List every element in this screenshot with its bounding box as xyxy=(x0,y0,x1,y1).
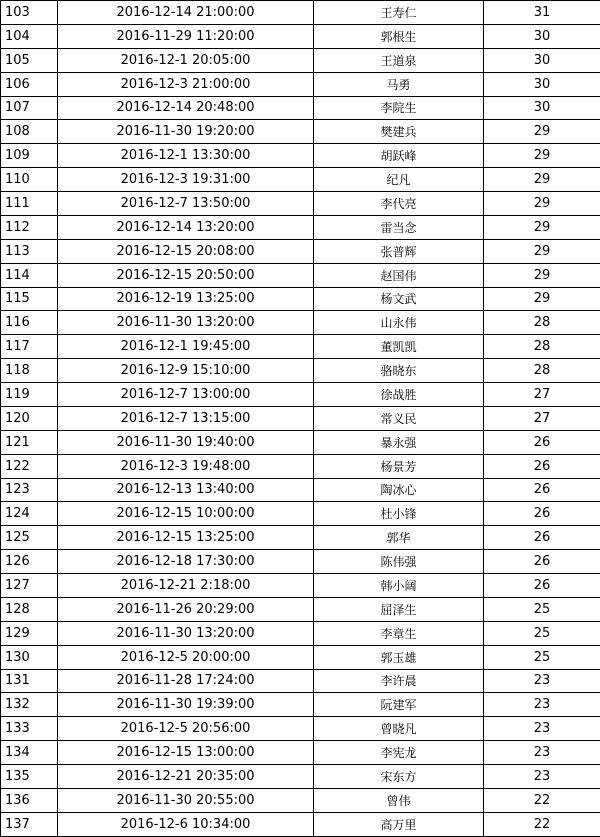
row-number: 126 xyxy=(1,550,58,574)
name-cell: 董凯凯 xyxy=(314,335,484,359)
row-number: 115 xyxy=(1,287,58,311)
row-number: 113 xyxy=(1,239,58,263)
row-number: 127 xyxy=(1,574,58,598)
row-number: 136 xyxy=(1,788,58,812)
table-row xyxy=(1,1,600,25)
datetime-cell: 2016-12-9 15:10:00 xyxy=(58,359,314,383)
count-cell: 27 xyxy=(484,406,600,430)
datetime-cell: 2016-12-14 21:00:00 xyxy=(58,1,314,25)
datetime-cell: 2016-12-15 13:25:00 xyxy=(58,526,314,550)
name-cell: 樊建兵 xyxy=(314,120,484,144)
name-cell: 高万里 xyxy=(314,812,484,836)
datetime-cell: 2016-11-26 20:29:00 xyxy=(58,597,314,621)
row-number: 133 xyxy=(1,717,58,741)
name-cell: 杨景芳 xyxy=(314,454,484,478)
table-row xyxy=(1,669,600,693)
name-cell: 胡跃峰 xyxy=(314,144,484,168)
datetime-cell: 2016-12-3 19:48:00 xyxy=(58,454,314,478)
name-cell: 张普辉 xyxy=(314,239,484,263)
name-cell: 宋东方 xyxy=(314,765,484,789)
row-number: 112 xyxy=(1,215,58,239)
name-cell: 暴永强 xyxy=(314,430,484,454)
count-cell: 29 xyxy=(484,287,600,311)
datetime-cell: 2016-12-7 13:15:00 xyxy=(58,406,314,430)
row-number: 134 xyxy=(1,741,58,765)
row-number: 114 xyxy=(1,263,58,287)
datetime-cell: 2016-12-1 13:30:00 xyxy=(58,144,314,168)
table-row xyxy=(1,263,600,287)
datetime-cell: 2016-12-15 20:08:00 xyxy=(58,239,314,263)
name-cell: 李许晨 xyxy=(314,669,484,693)
count-cell: 23 xyxy=(484,693,600,717)
table-row xyxy=(1,215,600,239)
table-row xyxy=(1,430,600,454)
name-cell: 徐战胜 xyxy=(314,383,484,407)
name-cell: 杨文武 xyxy=(314,287,484,311)
table-row xyxy=(1,597,600,621)
datetime-cell: 2016-12-21 2:18:00 xyxy=(58,574,314,598)
name-cell: 韩小阔 xyxy=(314,574,484,598)
table-row xyxy=(1,741,600,765)
row-number: 118 xyxy=(1,359,58,383)
row-number: 124 xyxy=(1,502,58,526)
table-row xyxy=(1,96,600,120)
count-cell: 23 xyxy=(484,765,600,789)
datetime-cell: 2016-12-14 20:48:00 xyxy=(58,96,314,120)
name-cell: 曾伟 xyxy=(314,788,484,812)
row-number: 110 xyxy=(1,168,58,192)
row-number: 103 xyxy=(1,1,58,25)
count-cell: 29 xyxy=(484,120,600,144)
row-number: 105 xyxy=(1,48,58,72)
table-row xyxy=(1,550,600,574)
table-row xyxy=(1,287,600,311)
row-number: 120 xyxy=(1,406,58,430)
table-row xyxy=(1,311,600,335)
row-number: 123 xyxy=(1,478,58,502)
count-cell: 29 xyxy=(484,263,600,287)
row-number: 108 xyxy=(1,120,58,144)
row-number: 137 xyxy=(1,812,58,836)
table-row xyxy=(1,526,600,550)
datetime-cell: 2016-12-19 13:25:00 xyxy=(58,287,314,311)
table-row xyxy=(1,406,600,430)
datetime-cell: 2016-11-30 13:20:00 xyxy=(58,311,314,335)
datetime-cell: 2016-12-18 17:30:00 xyxy=(58,550,314,574)
row-number: 129 xyxy=(1,621,58,645)
table-row xyxy=(1,812,600,836)
row-number: 130 xyxy=(1,645,58,669)
name-cell: 常义民 xyxy=(314,406,484,430)
name-cell: 阮建军 xyxy=(314,693,484,717)
count-cell: 28 xyxy=(484,311,600,335)
row-number: 119 xyxy=(1,383,58,407)
table-row xyxy=(1,335,600,359)
datetime-cell: 2016-12-1 19:45:00 xyxy=(58,335,314,359)
table-row xyxy=(1,645,600,669)
table-row xyxy=(1,383,600,407)
count-cell: 25 xyxy=(484,621,600,645)
table-row xyxy=(1,24,600,48)
count-cell: 23 xyxy=(484,669,600,693)
row-number: 106 xyxy=(1,72,58,96)
datetime-cell: 2016-12-3 19:31:00 xyxy=(58,168,314,192)
row-number: 122 xyxy=(1,454,58,478)
count-cell: 30 xyxy=(484,48,600,72)
count-cell: 28 xyxy=(484,359,600,383)
datetime-cell: 2016-11-28 17:24:00 xyxy=(58,669,314,693)
name-cell: 雷当念 xyxy=(314,215,484,239)
count-cell: 30 xyxy=(484,96,600,120)
table-row xyxy=(1,120,600,144)
name-cell: 赵国伟 xyxy=(314,263,484,287)
table-row xyxy=(1,72,600,96)
count-cell: 23 xyxy=(484,741,600,765)
count-cell: 30 xyxy=(484,72,600,96)
name-cell: 郭华 xyxy=(314,526,484,550)
datetime-cell: 2016-12-15 10:00:00 xyxy=(58,502,314,526)
row-number: 135 xyxy=(1,765,58,789)
count-cell: 28 xyxy=(484,335,600,359)
datetime-cell: 2016-12-3 21:00:00 xyxy=(58,72,314,96)
row-number: 111 xyxy=(1,192,58,216)
table-row xyxy=(1,621,600,645)
row-number: 132 xyxy=(1,693,58,717)
table-row xyxy=(1,168,600,192)
count-cell: 25 xyxy=(484,597,600,621)
table-body xyxy=(1,1,600,837)
table-row xyxy=(1,192,600,216)
name-cell: 杜小锋 xyxy=(314,502,484,526)
datetime-cell: 2016-12-5 20:56:00 xyxy=(58,717,314,741)
count-cell: 26 xyxy=(484,478,600,502)
count-cell: 30 xyxy=(484,24,600,48)
name-cell: 骆晓东 xyxy=(314,359,484,383)
name-cell: 曾晓凡 xyxy=(314,717,484,741)
datetime-cell: 2016-11-30 19:39:00 xyxy=(58,693,314,717)
datetime-cell: 2016-12-13 13:40:00 xyxy=(58,478,314,502)
name-cell: 李章生 xyxy=(314,621,484,645)
row-number: 131 xyxy=(1,669,58,693)
name-cell: 李宪龙 xyxy=(314,741,484,765)
count-cell: 26 xyxy=(484,454,600,478)
table-row xyxy=(1,788,600,812)
datetime-cell: 2016-12-7 13:00:00 xyxy=(58,383,314,407)
datetime-cell: 2016-12-7 13:50:00 xyxy=(58,192,314,216)
name-cell: 陈伟强 xyxy=(314,550,484,574)
name-cell: 王道泉 xyxy=(314,48,484,72)
table-row xyxy=(1,239,600,263)
row-number: 125 xyxy=(1,526,58,550)
row-number: 104 xyxy=(1,24,58,48)
count-cell: 29 xyxy=(484,144,600,168)
datetime-cell: 2016-12-21 20:35:00 xyxy=(58,765,314,789)
row-number: 117 xyxy=(1,335,58,359)
table-row xyxy=(1,48,600,72)
datetime-cell: 2016-11-29 11:20:00 xyxy=(58,24,314,48)
count-cell: 23 xyxy=(484,717,600,741)
row-number: 121 xyxy=(1,430,58,454)
datetime-cell: 2016-12-1 20:05:00 xyxy=(58,48,314,72)
count-cell: 27 xyxy=(484,383,600,407)
table-row xyxy=(1,717,600,741)
table-row xyxy=(1,144,600,168)
table-row xyxy=(1,478,600,502)
datetime-cell: 2016-11-30 19:40:00 xyxy=(58,430,314,454)
row-number: 107 xyxy=(1,96,58,120)
name-cell: 纪凡 xyxy=(314,168,484,192)
name-cell: 陶冰心 xyxy=(314,478,484,502)
count-cell: 26 xyxy=(484,430,600,454)
name-cell: 马勇 xyxy=(314,72,484,96)
row-number: 116 xyxy=(1,311,58,335)
name-cell: 山永伟 xyxy=(314,311,484,335)
count-cell: 22 xyxy=(484,812,600,836)
name-cell: 李代亮 xyxy=(314,192,484,216)
datetime-cell: 2016-12-14 13:20:00 xyxy=(58,215,314,239)
name-cell: 郭根生 xyxy=(314,24,484,48)
name-cell: 王寿仁 xyxy=(314,1,484,25)
count-cell: 31 xyxy=(484,1,600,25)
table-row xyxy=(1,359,600,383)
datetime-cell: 2016-11-30 13:20:00 xyxy=(58,621,314,645)
name-cell: 屈泽生 xyxy=(314,597,484,621)
count-cell: 26 xyxy=(484,502,600,526)
row-number: 109 xyxy=(1,144,58,168)
count-cell: 29 xyxy=(484,168,600,192)
count-cell: 26 xyxy=(484,574,600,598)
datetime-cell: 2016-12-6 10:34:00 xyxy=(58,812,314,836)
row-number: 128 xyxy=(1,597,58,621)
count-cell: 29 xyxy=(484,215,600,239)
count-cell: 29 xyxy=(484,239,600,263)
datetime-cell: 2016-11-30 19:20:00 xyxy=(58,120,314,144)
count-cell: 26 xyxy=(484,550,600,574)
table-row xyxy=(1,502,600,526)
datetime-cell: 2016-11-30 20:55:00 xyxy=(58,788,314,812)
datetime-cell: 2016-12-15 13:00:00 xyxy=(58,741,314,765)
table-row xyxy=(1,574,600,598)
table-row xyxy=(1,454,600,478)
datetime-cell: 2016-12-5 20:00:00 xyxy=(58,645,314,669)
count-cell: 26 xyxy=(484,526,600,550)
table-row xyxy=(1,693,600,717)
table-row xyxy=(1,765,600,789)
count-cell: 22 xyxy=(484,788,600,812)
name-cell: 李院生 xyxy=(314,96,484,120)
name-cell: 郭玉雄 xyxy=(314,645,484,669)
count-cell: 29 xyxy=(484,192,600,216)
count-cell: 25 xyxy=(484,645,600,669)
datetime-cell: 2016-12-15 20:50:00 xyxy=(58,263,314,287)
